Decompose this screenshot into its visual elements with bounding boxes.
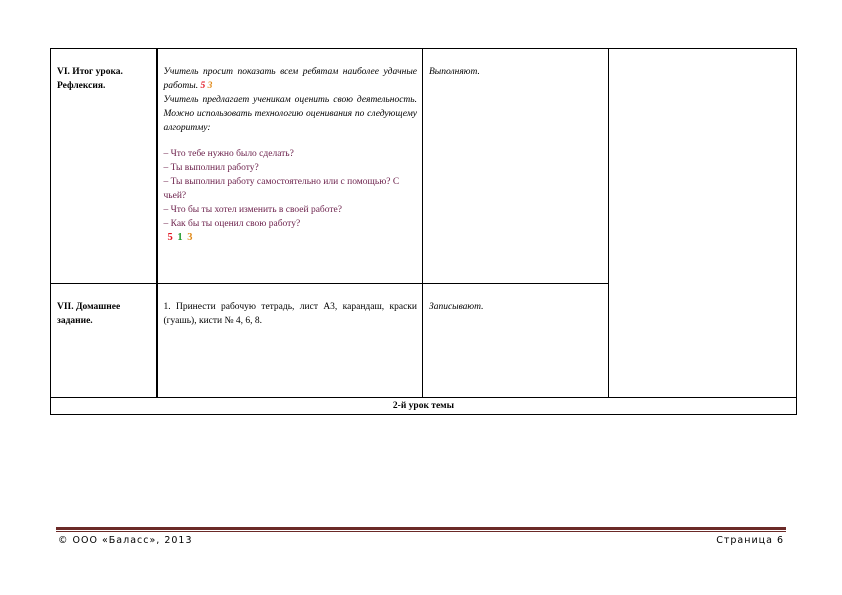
student-activity-text: Выполняют. [429,67,480,77]
list-item: – Ты выполнил работу? [163,163,259,173]
stage-title: VI. Итог урока. Рефлексия. [57,67,123,91]
stage-title: VII. Домашнее задание. [57,302,121,326]
teacher-activity-cell [157,49,423,284]
mark-one: 1 [177,232,184,243]
footer-copyright: © ООО «Баласс», 2013 [58,535,193,546]
reflection-questions-list [164,147,418,231]
section-caption: 2-й урок темы [392,401,455,411]
stage-cell [51,49,157,284]
footer-page-number: Страница 6 [716,535,784,546]
table-row [51,398,797,415]
footer-rule-thin [56,531,786,532]
teacher-assessment-text: Учитель предлагает ученикам оценить свою деятельность. Можно использовать технологию оценивания по следующему алгоритму: [163,95,417,133]
stage-cell [51,284,157,398]
teacher-instruction-text: Учитель просит показать всем ребятам наиболее удачные работы. [163,67,417,91]
mark-five: 5 [200,81,206,91]
teacher-activity-cell [157,284,423,398]
list-item: – Что тебе нужно было сделать? [163,149,294,159]
teacher-instruction [164,65,418,93]
section-caption-cell [51,398,797,415]
footer-rule [56,527,786,530]
list-item: – Что бы ты хотел изменить в своей работе? [163,205,342,215]
lesson-plan-table [50,48,797,415]
table-row [51,49,797,284]
student-activity-cell [423,284,609,398]
list-item: – Как бы ты оценил свою работу? [163,219,301,229]
final-marks-row [164,231,418,245]
homework-text: 1. Принести рабочую тетрадь, лист А3, карандаш, краски (гуашь), кисти № 4, 6, 8. [163,302,417,326]
mark-five: 5 [167,232,174,243]
student-activity-cell [423,49,609,284]
list-item: – Ты выполнил работу самостоятельно или с помощью? С чьей? [163,177,400,201]
student-activity-text: Записывают. [429,302,484,312]
empty-notes-cell [609,49,797,398]
mark-three: 3 [187,232,194,243]
mark-three: 3 [207,81,213,91]
